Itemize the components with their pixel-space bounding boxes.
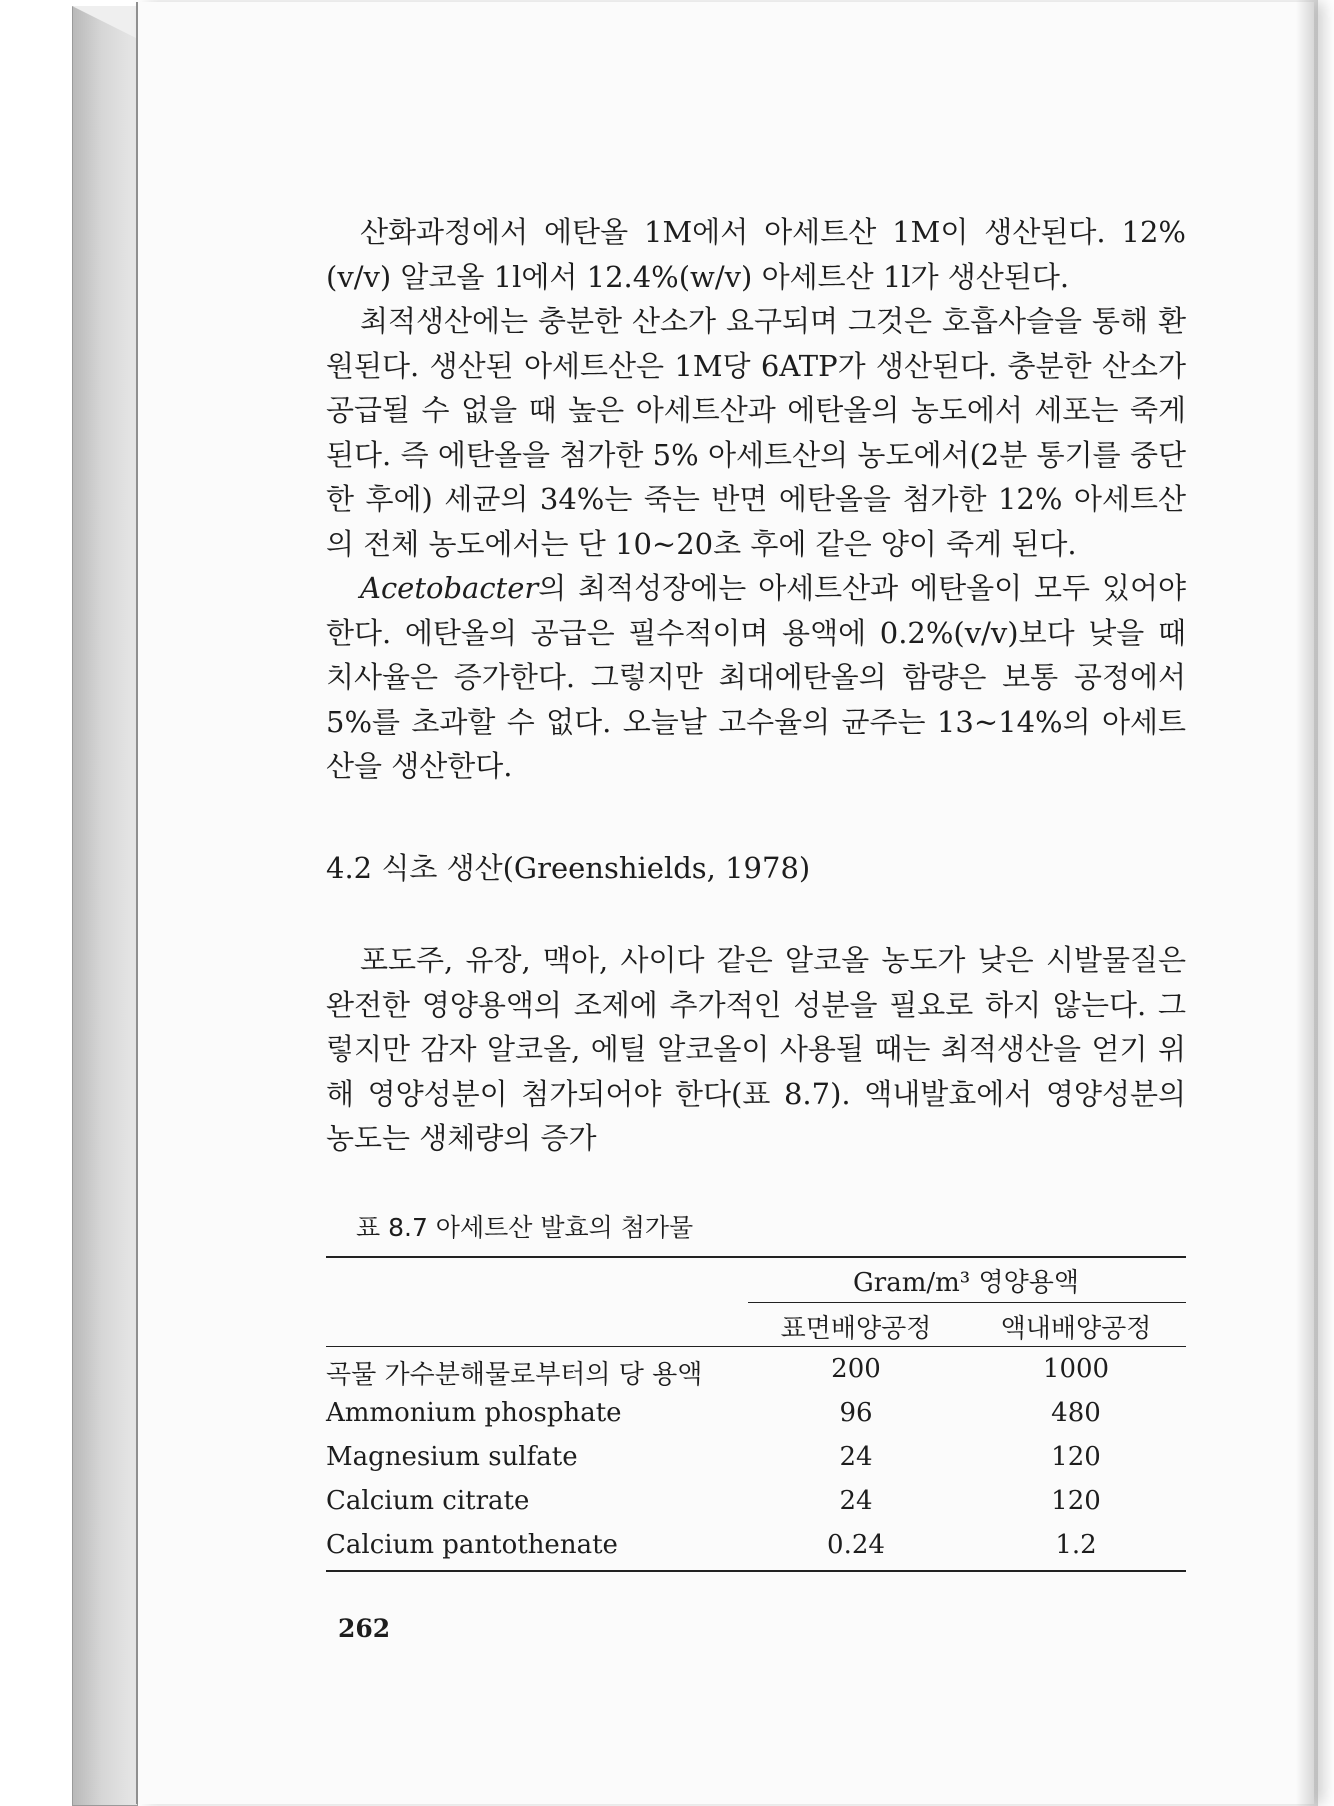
- row-name: Calcium citrate: [326, 1486, 530, 1516]
- group-header-rule: [748, 1302, 1186, 1303]
- table-bottom-rule: [326, 1570, 1186, 1572]
- page-shadow: [1296, 0, 1318, 1806]
- paragraph-3-text: 의 최적성장에는 아세트산과 에탄올이 모두 있어야 한다. 에탄올의 공급은 필수적이며 용액에 0.2%(v/v)보다 낮을 때 치사율은 증가한다. 그렇지만 최대에탄올의 함량은 보통 공정에서 5%를 초과할 수 없다. 오늘날 고수율의 균주는 13~14%의 아세트산을 생산한다.: [326, 571, 1186, 783]
- paragraph-1: 산화과정에서 에탄올 1M에서 아세트산 1M이 생산된다. 12%(v/v) 알코올 1l에서 12.4%(w/v) 아세트산 1l가 생산된다.: [326, 215, 1186, 294]
- body-text: [326, 210, 1186, 789]
- row-submerged-value: 480: [1051, 1398, 1101, 1428]
- paragraph-2: 최적생산에는 충분한 산소가 요구되며 그것은 호흡사슬을 통해 환원된다. 생산된 아세트산은 1M당 6ATP가 생산된다. 충분한 산소가 공급될 수 없을 때 높은 아세트산과 에탄올의 농도에서 세포는 죽게 된다. 즉 에탄올을 첨가한 5% 아세트산의 농도에서(2분 통기를 중단한 후에) 세균의 34%는 죽는 반면 에탄올을 첨가한 12% 아세트산의 전체 농도에서는 단 10~20초 후에 같은 양이 죽게 된다.: [326, 304, 1186, 561]
- row-surface-value: 24: [839, 1486, 873, 1516]
- row-name: Calcium pantothenate: [326, 1530, 618, 1560]
- row-surface-value: 200: [831, 1354, 881, 1384]
- row-submerged-value: 1000: [1042, 1354, 1110, 1384]
- table-top-rule: [326, 1256, 1186, 1258]
- row-submerged-value: 1.2: [1055, 1530, 1097, 1560]
- paragraph-3: [326, 566, 1186, 789]
- col-header-surface: 표면배양공정: [780, 1314, 932, 1344]
- group-header: Gram/m³ 영양용액: [853, 1268, 1079, 1298]
- row-submerged-value: 120: [1051, 1486, 1101, 1516]
- book-spine: [72, 6, 138, 1806]
- header-bottom-rule: [326, 1346, 1186, 1347]
- paragraph-4: 포도주, 유장, 맥아, 사이다 같은 알코올 농도가 낮은 시발물질은 완전한 영양용액의 조제에 추가적인 성분을 필요로 하지 않는다. 그렇지만 감자 알코올, 에틸 알코올이 사용될 때는 최적생산을 얻기 위해 영양성분이 첨가되어야 한다(표 8.7). 액내발효에서 영양성분의 농도는 생체량의 증가: [326, 943, 1186, 1155]
- book-top-edge: [72, 6, 136, 38]
- row-submerged-value: 120: [1051, 1442, 1101, 1472]
- table-title: 표 8.7 아세트산 발효의 첨가물: [356, 1213, 694, 1242]
- row-name: 곡물 가수분해물로부터의 당 용액: [326, 1360, 703, 1390]
- row-name: Ammonium phosphate: [326, 1398, 622, 1428]
- row-surface-value: 24: [839, 1442, 873, 1472]
- col-header-submerged: 액내배양공정: [1000, 1314, 1152, 1344]
- row-surface-value: 96: [839, 1398, 873, 1428]
- section-heading: 4.2 식초 생산(Greenshields, 1978): [326, 851, 811, 885]
- body-text-2: [326, 938, 1186, 1161]
- page-number: 262: [338, 1614, 391, 1643]
- row-name: Magnesium sulfate: [326, 1442, 578, 1472]
- row-surface-value: 0.24: [827, 1530, 885, 1560]
- genus-name: Acetobacter: [360, 571, 539, 605]
